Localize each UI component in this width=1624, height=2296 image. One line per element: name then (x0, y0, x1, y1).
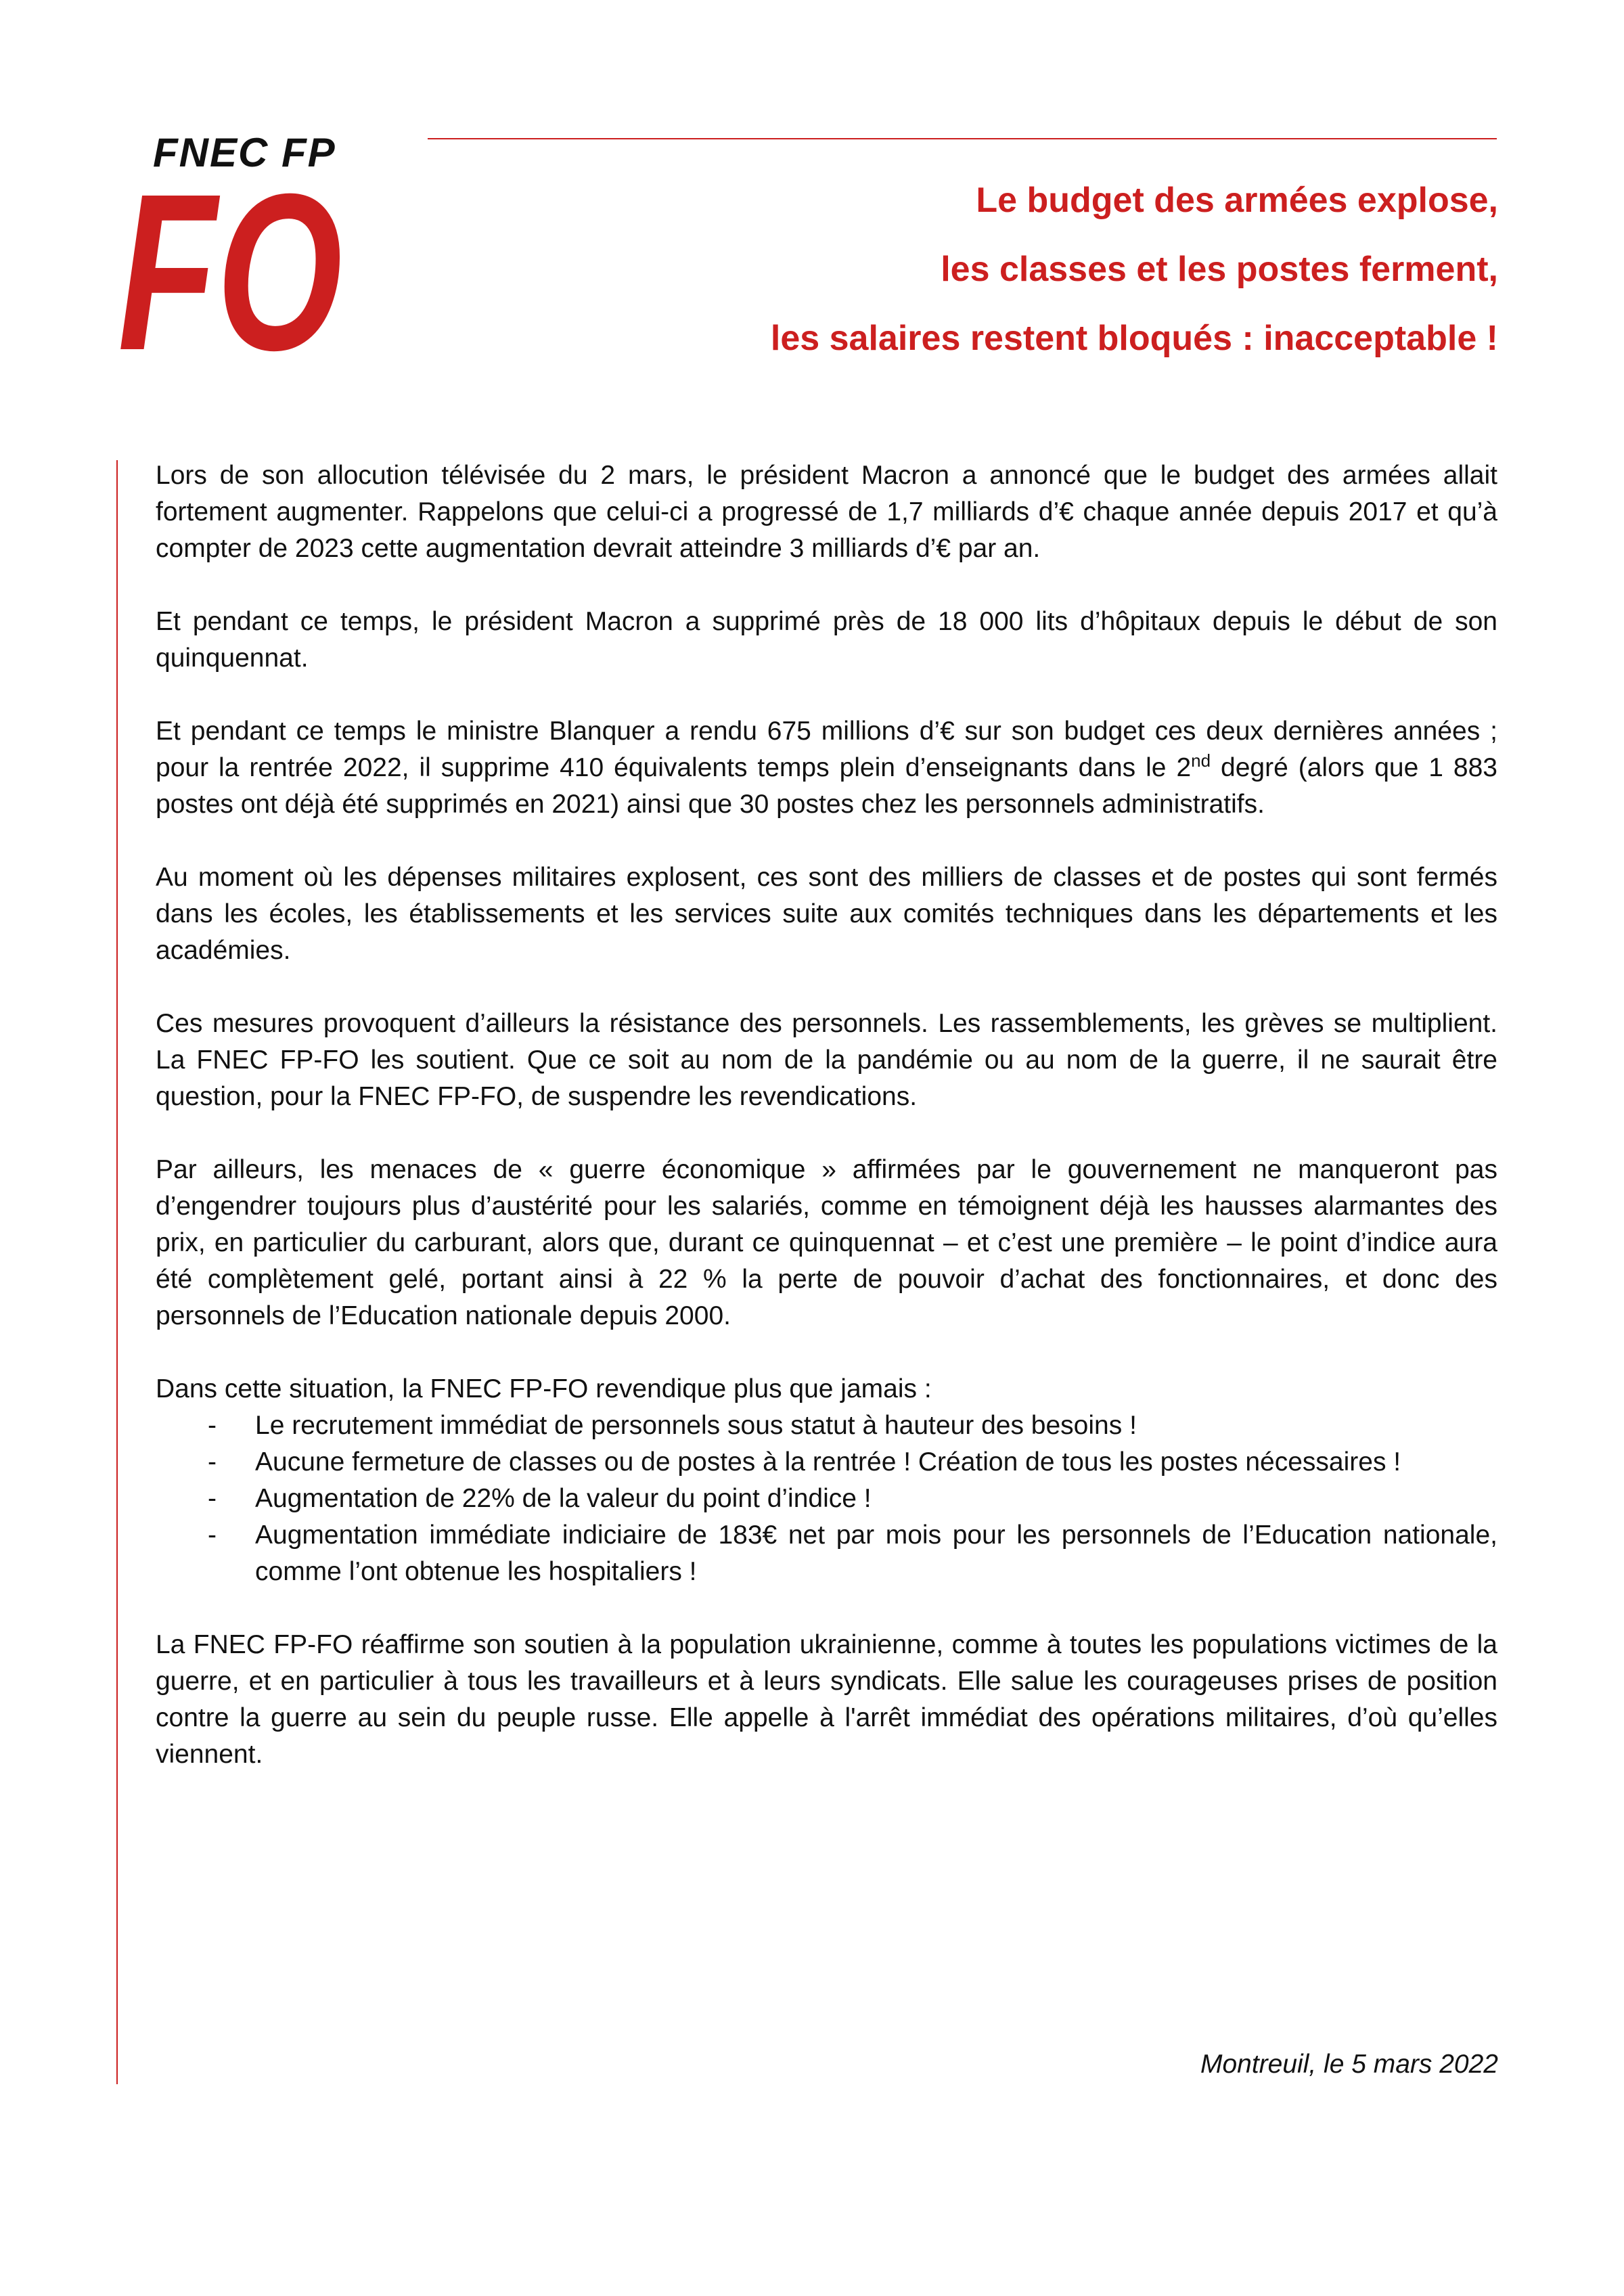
demand-item: - Augmentation immédiate indiciaire de 183€ net par mois pour les personnels de l’Education nationale, comme l’ont obtenue les hospitaliers ! (156, 1517, 1497, 1590)
left-margin-rule (116, 460, 118, 2084)
demands-intro: Dans cette situation, la FNEC FP-FO revendique plus que jamais : (156, 1374, 932, 1403)
demand-item: - Augmentation de 22% de la valeur du point d’indice ! (156, 1481, 1497, 1517)
paragraph-hospital-beds: Et pendant ce temps, le président Macron a supprimé près de 18 000 lits d’hôpitaux depuis le début de son quinquennat. (156, 607, 1497, 673)
paragraph-blanquer-text-b: degré (alors que 1 883 postes ont déjà été supprimés en 2021) ainsi que 30 postes chez les personnels administratifs. (156, 753, 1497, 819)
headline-line-3: les salaires restent bloqués : inacceptable ! (770, 319, 1498, 358)
headline-line-1: Le budget des armées explose, (976, 181, 1498, 220)
headline-line-2: les classes et les postes ferment, (941, 250, 1498, 289)
logo-fo-mark (114, 176, 347, 363)
demand-item: - Le recrutement immédiat de personnels sous statut à hauteur des besoins ! (156, 1408, 1497, 1444)
place-date-signature: Montreuil, le 5 mars 2022 (1200, 2050, 1498, 2079)
header-divider-line (428, 138, 1497, 139)
fnec-fp-fo-logo (114, 130, 347, 363)
press-release-body (156, 457, 1497, 1809)
press-release-headline (348, 166, 1498, 373)
paragraph-military-budget: Lors de son allocution télévisée du 2 mars, le président Macron a annoncé que le budget des armées allait fortement augmenter. Rappelons que celui-ci a progressé de 1,7 milliards d’€ chaque année depuis 2017 et qu’à compter de 2023 cette augmentation devrait atteindre 3 milliards d’€ par an. (156, 461, 1497, 563)
logo-fo-letters: FO (118, 176, 342, 363)
paragraph-blanquer-budget (156, 713, 1497, 823)
demand-item: - Aucune fermeture de classes ou de postes à la rentrée ! Création de tous les postes nécessaires ! (156, 1444, 1497, 1481)
paragraph-blanquer-text-a: Et pendant ce temps le ministre Blanquer a rendu 675 millions d’€ sur son budget ces deux dernières années ; pour la rentrée 2022, il supprime 410 équivalents temps plein d’enseignants dans le 2 (156, 717, 1497, 782)
demands-list (156, 1408, 1497, 1590)
superscript-nd: nd (1191, 750, 1211, 771)
paragraph-ukraine-support: La FNEC FP-FO réaffirme son soutien à la population ukrainienne, comme à toutes les populations victimes de la guerre, et en particulier à tous les travailleurs et à leurs syndicats. Elle salue les courageuses prises de position contre la guerre au sein du peuple russe. Elle appelle à l'arrêt immédiat des opérations militaires, d’où qu’elles viennent. (156, 1630, 1497, 1769)
paragraph-closures: Au moment où les dépenses militaires explosent, ces sont des milliers de classes et de postes qui sont fermés dans les écoles, les établissements et les services suite aux comités techniques dans les départements et les académies. (156, 863, 1497, 965)
paragraph-economic-war: Par ailleurs, les menaces de « guerre économique » affirmées par le gouvernement ne manqueront pas d’engendrer toujours plus d’austérité pour les salariés, comme en témoignent déjà les hausses alarmantes des prix, en particulier du carburant, alors que, durant ce quinquennat – et c’est une première – le point d’indice aura été complètement gelé, portant ainsi à 22 % la perte de pouvoir d’achat des fonctionnaires, et donc des personnels de l’Education nationale depuis 2000. (156, 1155, 1497, 1330)
paragraph-resistance: Ces mesures provoquent d’ailleurs la résistance des personnels. Les rassemblements, les grèves se multiplient. La FNEC FP-FO les soutient. Que ce soit au nom de la pandémie ou au nom de la guerre, il ne saurait être question, pour la FNEC FP-FO, de suspendre les revendications. (156, 1009, 1497, 1111)
logo-fnec-fp-text: FNEC FP (153, 130, 336, 175)
